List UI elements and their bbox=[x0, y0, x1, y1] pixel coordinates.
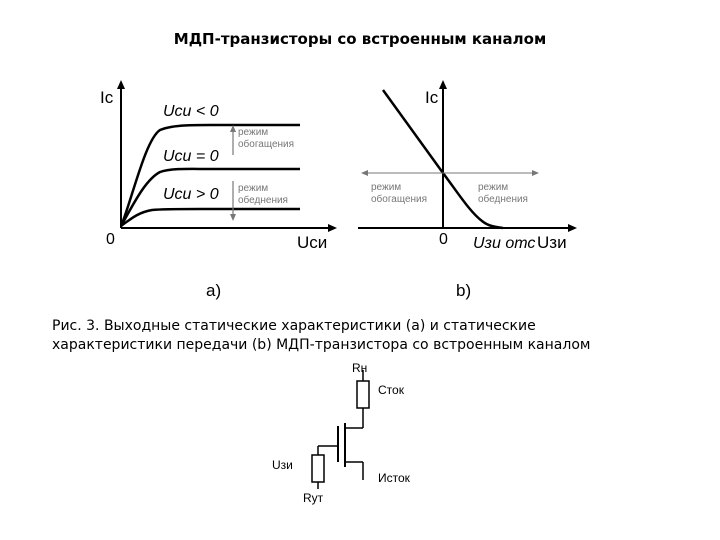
schematic-labels bbox=[272, 361, 411, 505]
graph-a-origin: 0 bbox=[106, 231, 115, 248]
graph-b-x-label: Uзи bbox=[537, 233, 567, 252]
caption-line-2: характеристики передачи (b) МДП-транзистора со встроенным каналом bbox=[52, 337, 591, 353]
graph-a bbox=[100, 84, 333, 300]
figure-caption bbox=[52, 317, 692, 355]
load-resistor bbox=[357, 381, 369, 408]
slide-title: МДП-транзисторы со встроенным каналом bbox=[173, 30, 547, 48]
zone-lower-line1: режим bbox=[238, 183, 269, 194]
source-label: Исток bbox=[378, 471, 410, 485]
load-resistor-label: Rн bbox=[352, 361, 368, 375]
graph-a-y-label: Ic bbox=[100, 88, 114, 107]
curve-depletion bbox=[121, 209, 300, 226]
gate-resistor bbox=[312, 455, 324, 482]
zone-upper-line2: обогащения bbox=[238, 139, 295, 150]
drain-label: Сток bbox=[378, 383, 404, 397]
zone-upper-line1: режим bbox=[238, 127, 269, 138]
graph-b-origin: 0 bbox=[439, 231, 448, 248]
zone-right-line2: обеднения bbox=[478, 194, 528, 205]
graph-b bbox=[358, 84, 573, 300]
zone-left-line1: режим bbox=[371, 182, 402, 193]
curve-label-gt0: Uси > 0 bbox=[163, 186, 219, 203]
zone-lower-line2: обеднения bbox=[238, 195, 288, 206]
cutoff-label: Uзи отс bbox=[473, 235, 536, 252]
gate-resistor-label: Rут bbox=[303, 491, 324, 505]
curve-label-lt0: Uси < 0 bbox=[163, 103, 219, 120]
graph-b-y-label: Ic bbox=[425, 88, 439, 107]
panel-label-a: a) bbox=[206, 281, 222, 300]
mosfet-schematic bbox=[312, 370, 369, 489]
graph-a-x-label: Uси bbox=[297, 233, 328, 252]
zone-left-line2: обогащения bbox=[371, 194, 428, 205]
gate-voltage-label: Uзи bbox=[272, 458, 293, 472]
caption-line-1: Рис. 3. Выходные статические характеристики (а) и статические bbox=[52, 318, 536, 334]
zone-right-line1: режим bbox=[478, 182, 509, 193]
curve-label-eq0: Uси = 0 bbox=[163, 148, 219, 165]
panel-label-b: b) bbox=[456, 281, 472, 300]
